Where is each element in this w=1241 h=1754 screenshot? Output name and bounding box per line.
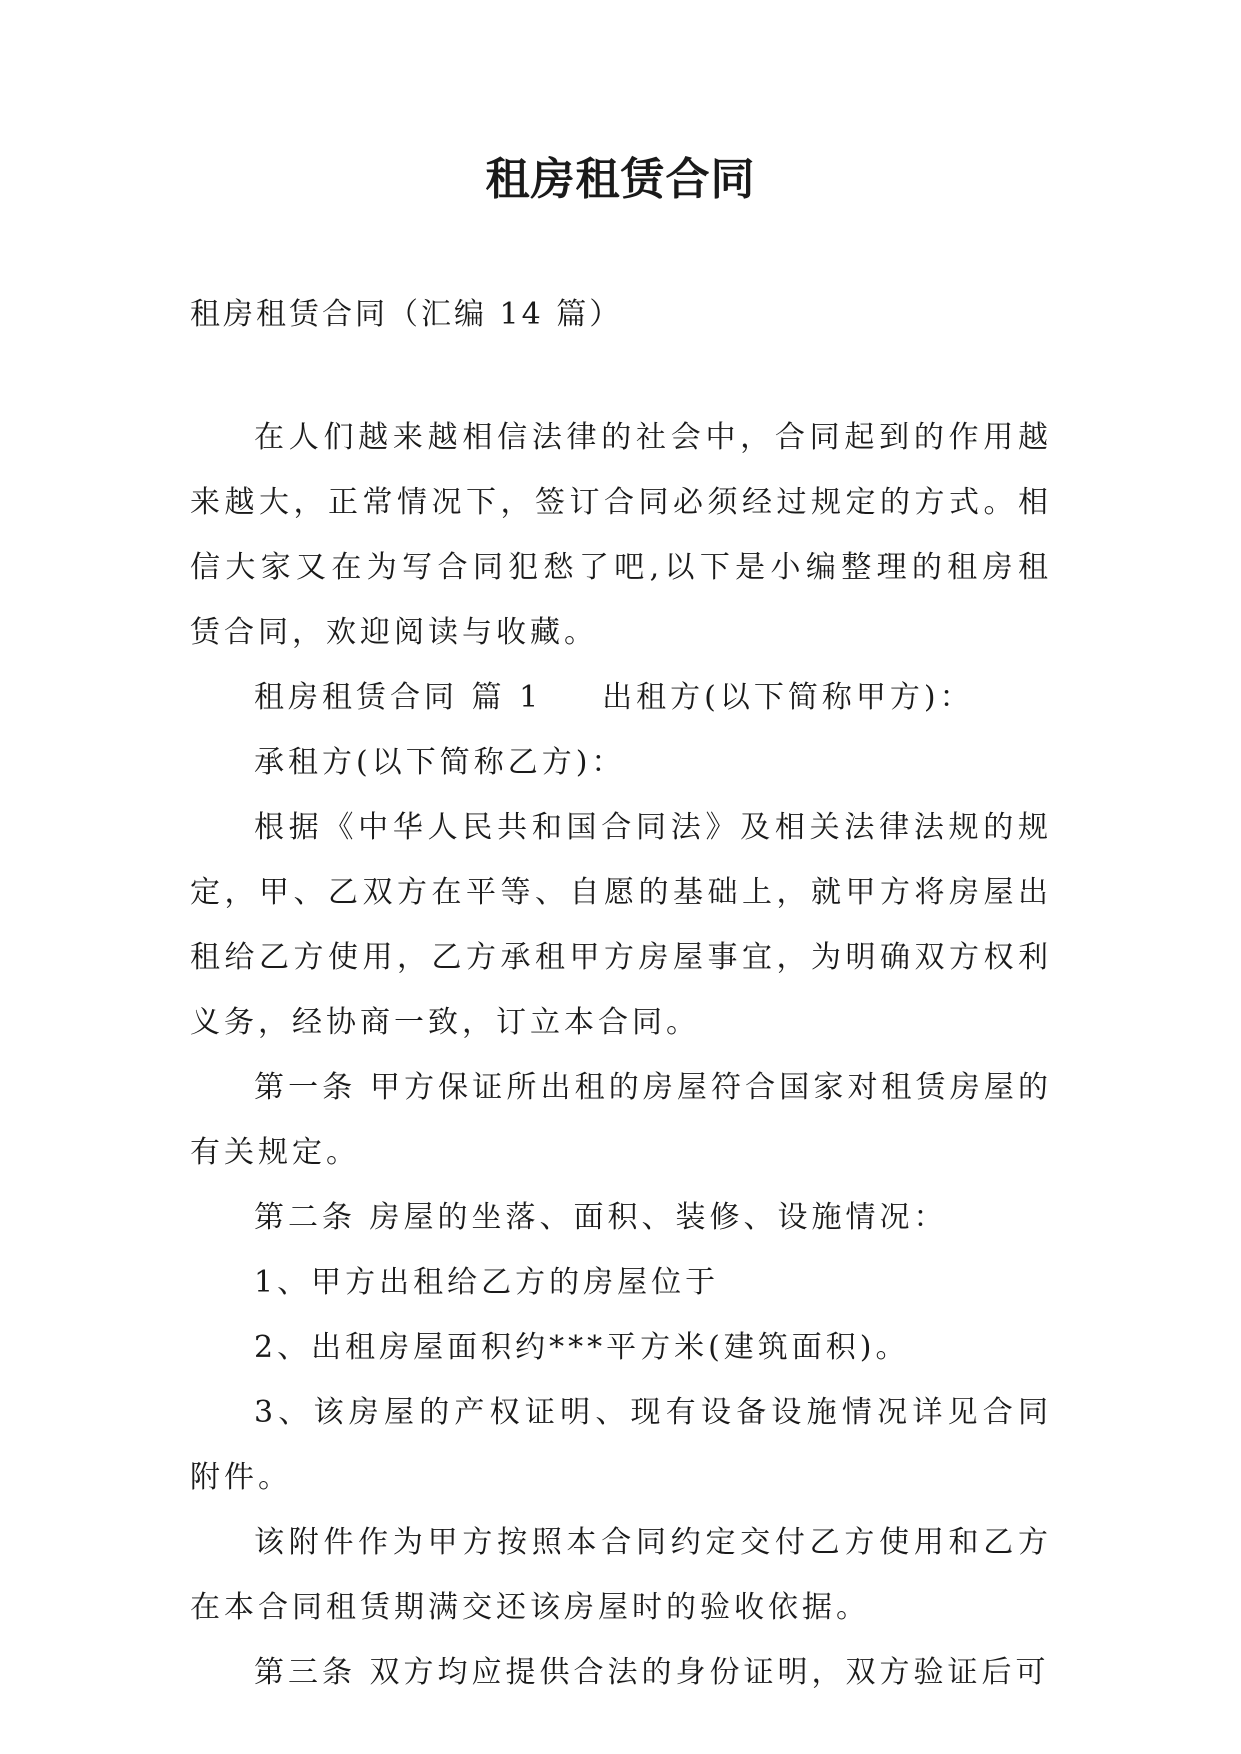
section-heading: 租房租赁合同 篇 1 <box>254 680 543 715</box>
article-2: 第二条 房屋的坐落、面积、装修、设施情况： <box>254 1200 948 1235</box>
article-1: 第一条 甲方保证所出租的房屋符合国家对租赁房屋的有关规定。 <box>190 1070 1052 1170</box>
article-2-item-2: 2、出租房屋面积约***平方米(建筑面积)。 <box>254 1330 910 1365</box>
intro-paragraph: 在人们越来越相信法律的社会中，合同起到的作用越来越大，正常情况下，签订合同必须经过规定的方式。相信大家又在为写合同犯愁了吧,以下是小编整理的租房租赁合同，欢迎阅读与收藏。 <box>190 420 1052 650</box>
basis-paragraph: 根据《中华人民共和国合同法》及相关法律法规的规定，甲、乙双方在平等、自愿的基础上，就甲方将房屋出租给乙方使用，乙方承租甲方房屋事宜，为明确双方权利义务，经协商一致，订立本合同。 <box>190 810 1052 1040</box>
article-2-item-1: 1、甲方出租给乙方的房屋位于 <box>254 1265 720 1300</box>
document-body <box>190 405 1052 1705</box>
lessee-line: 承租方(以下简称乙方)： <box>254 745 626 780</box>
article-2-item-3: 3、该房屋的产权证明、现有设备设施情况详见合同附件。 <box>190 1395 1052 1495</box>
document-title: 租房租赁合同 <box>485 154 756 205</box>
section-heading-line <box>190 665 1052 730</box>
annex-paragraph: 该附件作为甲方按照本合同约定交付乙方使用和乙方在本合同租赁期满交还该房屋时的验收依据。 <box>190 1525 1052 1625</box>
document-subtitle: 租房租赁合同（汇编 14 篇） <box>190 297 623 332</box>
article-3: 第三条 双方均应提供合法的身份证明，双方验证后可 <box>254 1655 1050 1690</box>
lessor-line: 出租方(以下简称甲方)： <box>602 680 974 715</box>
